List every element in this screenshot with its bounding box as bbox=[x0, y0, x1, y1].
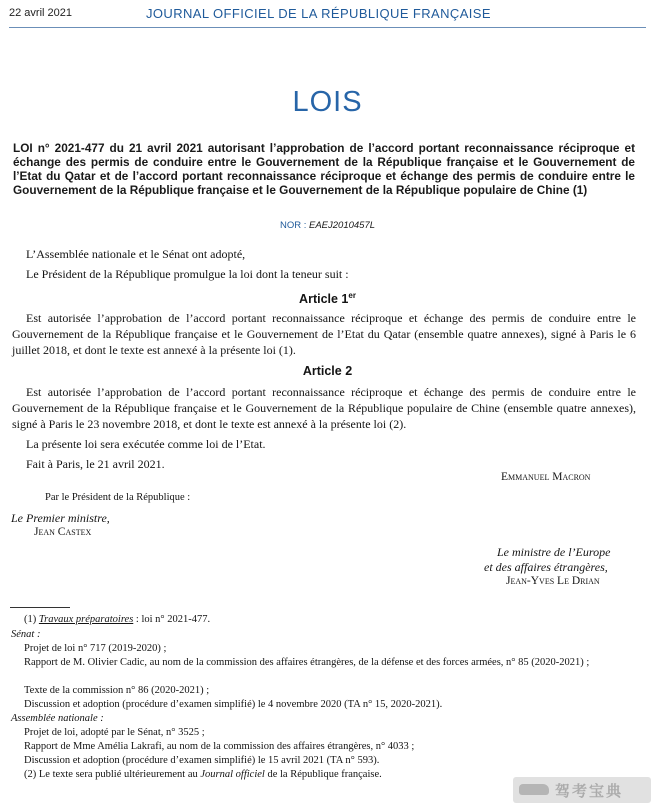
senat-item: Rapport de M. Olivier Cadic, au nom de la commission des affaires étrangères, de la défense et des forces armées, n° 85 (2020-2021) ; bbox=[24, 657, 590, 668]
assemblee-item: Rapport de Mme Amélia Lakrafi, au nom de la commission des affaires étrangères, n° 4033 ; bbox=[24, 741, 415, 752]
article-1-text: Est autorisée l’approbation de l’accord portant reconnaissance réciproque et échange des permis de conduire entre le Gouvernement de la République française et le Gouvernement de l’Etat du Qatar (ensemble quatre annexes), signé à Paris le 6 juillet 2018, et dont le texte est annexé à la présente loi (1). bbox=[12, 311, 636, 357]
footnote-1-prefix: (1) bbox=[24, 614, 39, 625]
execution-clause: La présente loi sera exécutée comme loi de l’Etat. bbox=[26, 437, 266, 451]
article-1-title-sup: er bbox=[348, 291, 356, 300]
article-2-text: Est autorisée l’approbation de l’accord portant reconnaissance réciproque et échange des permis de conduire entre le Gouvernement de la République française et le Gouvernement de la République populaire de Chine (ensemble quatre annexes), signé à Paris le 23 novembre 2018, et dont le texte est annexé à la présente loi (2). bbox=[12, 385, 636, 431]
ministre-title-line-2: et des affaires étrangères, bbox=[484, 560, 608, 574]
preamble-line-1: L’Assemblée nationale et le Sénat ont adopté, bbox=[26, 247, 246, 261]
ministre-title-line-1: Le ministre de l’Europe bbox=[497, 545, 611, 559]
assemblee-item: Discussion et adoption (procédure d’examen simplifié) le 15 avril 2021 (TA n° 593). bbox=[24, 755, 380, 766]
journal-officiel-ref: Journal officiel bbox=[200, 769, 265, 780]
senat-item: Texte de la commission n° 86 (2020-2021) ; bbox=[24, 685, 210, 696]
nor-reference bbox=[0, 220, 655, 231]
car-icon bbox=[519, 784, 549, 795]
fait-a-paris: Fait à Paris, le 21 avril 2021. bbox=[26, 457, 165, 471]
footnote-2-prefix: (2) Le texte sera publié ultérieurement au bbox=[24, 769, 201, 780]
article-1-title bbox=[0, 291, 655, 306]
nor-code: EAEJ2010457L bbox=[309, 220, 376, 231]
senat-label: Sénat : bbox=[11, 629, 41, 640]
watermark-text: 驾考宝典 bbox=[555, 782, 624, 800]
journal-title: JOURNAL OFFICIEL DE LA RÉPUBLIQUE FRANÇAISE bbox=[146, 6, 491, 21]
travaux-preparatoires-label: Travaux préparatoires bbox=[38, 614, 134, 625]
senat-item: Projet de loi n° 717 (2019-2020) ; bbox=[24, 643, 167, 654]
footnote-2-suffix: de la République française. bbox=[264, 769, 382, 780]
preamble-line-2: Le Président de la République promulgue la loi dont la teneur suit : bbox=[26, 267, 349, 281]
article-2-title: Article 2 bbox=[302, 364, 353, 378]
article-1-title-main: Article 1 bbox=[299, 292, 349, 307]
footnote-2 bbox=[24, 768, 382, 782]
ministre-name: Jean-Yves Le Drian bbox=[506, 575, 600, 587]
footnote-1 bbox=[24, 613, 210, 627]
loi-heading: LOI n° 2021-477 du 21 avril 2021 autorisant l’approbation de l’accord portant reconnaissance réciproque et échange des permis de conduire entre le Gouvernement de la République française et le Gouvernement de l’Etat du Qatar et de l’accord portant reconnaissance réciproque et échange des permis de conduire entre le Gouvernement de la République française et le Gouvernement de la République populaire de Chine (1) bbox=[13, 141, 635, 197]
assemblee-label: Assemblée nationale : bbox=[11, 713, 104, 724]
assemblee-item: Projet de loi, adopté par le Sénat, n° 3525 ; bbox=[24, 727, 205, 738]
premier-ministre-name: Jean Castex bbox=[34, 526, 92, 538]
president-signature: Emmanuel Macron bbox=[501, 471, 591, 483]
footnote-1-rest: : loi n° 2021-477. bbox=[133, 614, 211, 625]
par-le-president: Par le Président de la République : bbox=[45, 492, 191, 503]
nor-label: NOR : bbox=[279, 220, 307, 231]
senat-item: Discussion et adoption (procédure d’examen simplifié) le 4 novembre 2020 (TA n° 15, 2020-2021). bbox=[24, 699, 443, 710]
section-title: LOIS bbox=[292, 86, 363, 118]
watermark bbox=[513, 777, 651, 803]
premier-ministre-title: Le Premier ministre, bbox=[11, 511, 110, 525]
footnote-divider bbox=[10, 607, 70, 608]
header-date: 22 avril 2021 bbox=[9, 7, 72, 19]
header-divider bbox=[9, 27, 646, 28]
